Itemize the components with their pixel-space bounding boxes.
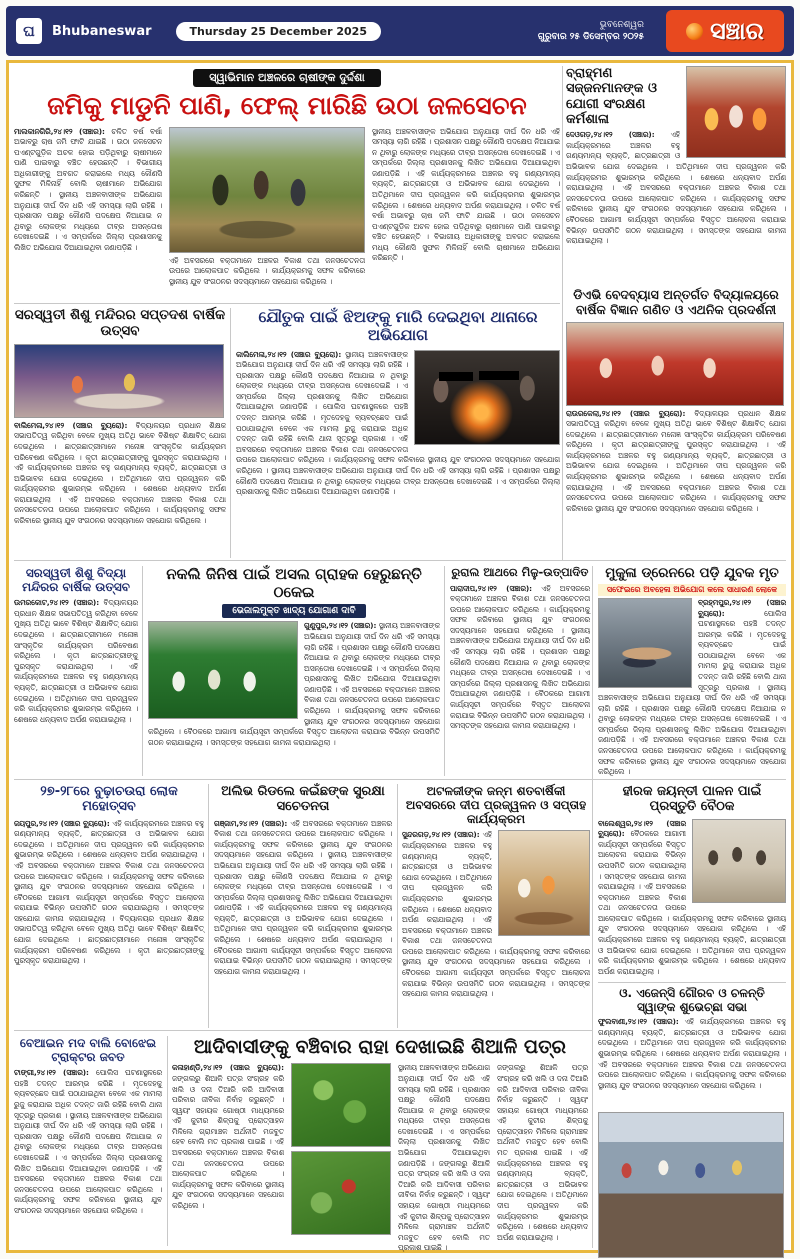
atal-headline: ଅଟଳଜୀଙ୍କ ଜନ୍ମ ଶତବାର୍ଷିକୀ ଅବସରରେ ଦୀପ ପ୍ରଜ୍ୱଳନ ଓ ସପ୍ତାହ କାର୍ଯ୍ୟକ୍ରମ — [405, 784, 587, 827]
dateline: ବାଲିମେଳା,୨୪।୧୨ (ସଞ୍ଚାର ବ୍ୟୁରୋ): — [14, 420, 128, 430]
dateline: ଗଞ୍ଜାମ,୨୪।୧୨ (ସଞ୍ଚାର): — [214, 818, 288, 828]
article-sishu-annual — [14, 566, 138, 776]
article-turtle — [214, 784, 392, 1028]
article-siali — [172, 1036, 588, 1253]
workshop-photo — [686, 66, 786, 158]
drain-headline: ମୁକୁଳା ଡ୍ରେନରେ ପଡ଼ି ଯୁବକ ମୃତ — [605, 565, 779, 581]
article-tractor — [14, 1036, 162, 1248]
dateline: ଦେଓଗଡ଼,୨୪।୧୨ (ସଞ୍ଚାର): — [566, 130, 655, 140]
rural-headline: ରୁରାଲ ଆଥରେ ମିଳୁ-ଉତ୍ପାଦିତ — [451, 565, 589, 579]
dowry-body: କାଲିମେଳା,୨୪।୧୨ (ସଞ୍ଚାର ବ୍ୟୁରୋ): ସ୍ଥାନୀୟ ଅଞ୍ଚଳବାସୀଙ୍କ ଅଭିଯୋଗ ଅନୁଯାୟୀ ଦୀର୍ଘ ଦିନ ଧରି ଏହି ସମସ୍ୟା ଲାଗି ରହିଛି । ପ୍ରଶାସନ ପକ୍ଷରୁ କୌଣସି ପଦକ୍ଷେପ ନିଆଯାଇ ନ ଥିବାରୁ ଲୋକଙ୍କ ମଧ୍ୟରେ ତୀବ୍ର ଅସନ୍ତୋଷ ଦେଖାଦେଇଛି । ଏ ସମ୍ପର୍କରେ ଜିଲ୍ଲା ପ୍ରଶାସନକୁ ଲିଖିତ ଅଭିଯୋଗ ଦିଆଯାଇଥିବା ଜଣାପଡ଼ିଛି । ପୋଲିସ ଘଟଣାସ୍ଥଳରେ ପହଞ୍ଚି ତଦନ୍ତ ଆରମ୍ଭ କରିଛି । ମୃତଦେହକୁ ବ୍ୟବଚ୍ଛେଦ ପାଇଁ ପଠାଯାଇଥିବା ବେଳେ ଏକ ମାମଲା ରୁଜୁ କରାଯାଇ ଅଧିକ ତଦନ୍ତ ଜାରି ରହିଛି ବୋଲି ଥାନା ସୂତ୍ରରୁ ପ୍ରକାଶ । ଏହି ଅବସରରେ ବକ୍ତାମାନେ ଅଞ୍ଚଳର ବିକାଶ ତଥା ଜନସଚେତନତା ଉପରେ ଆଲୋକପାତ କରିଥିଲେ । କାର୍ଯ୍ୟକ୍ରମକୁ ସଫଳ କରିବାରେ ସ୍ଥାନୀୟ ଯୁବ ସଂଗଠନର ସଦସ୍ୟମାନେ ସହଯୋଗ କରିଥିଲେ । ସ୍ଥାନୀୟ ଅଞ୍ଚଳବାସୀଙ୍କ ଅଭିଯୋଗ ଅନୁଯାୟୀ ଦୀର୍ଘ ଦିନ ଧରି ଏହି ସମସ୍ୟା ଲାଗି ରହିଛି । ପ୍ରଶାସନ ପକ୍ଷରୁ କୌଣସି ପଦକ୍ଷେପ ନିଆଯାଇ ନ ଥିବାରୁ ଲୋକଙ୍କ ମଧ୍ୟରେ ତୀବ୍ର ଅସନ୍ତୋଷ ଦେଖାଦେଇଛି । ଏ ସମ୍ପର୍କରେ ଜିଲ୍ଲା ପ୍ରଶାସନକୁ ଲିଖିତ ଅଭିଯୋଗ ଦିଆଯାଇଥିବା ଜଣାପଡ଼ିଛି । — [236, 349, 560, 497]
dateline: ରାଉରକେଲା,୨୪।୧୨ (ସଞ୍ଚାର ବ୍ୟୁରୋ): — [566, 408, 686, 418]
masthead-odia-date — [538, 19, 644, 43]
fake-goods-body: ଗୁଣୁପୁର,୨୪।୧୨ (ସଞ୍ଚାର): ସ୍ଥାନୀୟ ଅଞ୍ଚଳବାସୀଙ୍କ ଅଭିଯୋଗ ଅନୁଯାୟୀ ଦୀର୍ଘ ଦିନ ଧରି ଏହି ସମସ୍ୟା ଲାଗି ରହିଛି । ପ୍ରଶାସନ ପକ୍ଷରୁ କୌଣସି ପଦକ୍ଷେପ ନିଆଯାଇ ନ ଥିବାରୁ ଲୋକଙ୍କ ମଧ୍ୟରେ ତୀବ୍ର ଅସନ୍ତୋଷ ଦେଖାଦେଇଛି । ଏ ସମ୍ପର୍କରେ ଜିଲ୍ଲା ପ୍ରଶାସନକୁ ଲିଖିତ ଅଭିଯୋଗ ଦିଆଯାଇଥିବା ଜଣାପଡ଼ିଛି । ଏହି ଅବସରରେ ବକ୍ତାମାନେ ଅଞ୍ଚଳର ବିକାଶ ତଥା ଜନସଚେତନତା ଉପରେ ଆଲୋକପାତ କରିଥିଲେ । କାର୍ଯ୍ୟକ୍ରମକୁ ସଫଳ କରିବାରେ ସ୍ଥାନୀୟ ଯୁବ ସଂଗଠନର ସଦସ୍ୟମାନେ ସହଯୋଗ କରିଥିଲେ । ବୈଠକରେ ଆଗାମୀ କାର୍ଯ୍ୟସୂଚୀ ସମ୍ପର୍କରେ ବିସ୍ତୃତ ଆଲୋଚନା କରାଯାଇ ବିଭିନ୍ନ ଉପସମିତି ଗଠନ କରାଯାଇଥିଲା । ସମସ୍ତଙ୍କ ସହଯୋଗ କାମନା କରାଯାଇଥିଲା । — [148, 621, 441, 747]
dateline: କଳାହାଣ୍ଡି,୨୪।୧୨ (ସଞ୍ଚାର ବ୍ୟୁରୋ): — [172, 1063, 284, 1073]
sishu-annual-headline: ସରସ୍ୱତୀ ଶିଶୁ ବିଦ୍ୟା ମନ୍ଦିରର ବାର୍ଷିକ ଉତ୍ସବ — [22, 566, 130, 595]
siali-body-col3: ଜଙ୍ଗଲରୁ ଶିଆଳି ପତ୍ର ସଂଗ୍ରହ କରି ଖଲି ଓ ଦନା ତିଆରି କରି ଆଦିବାସୀ ପରିବାର ଜୀବିକା ନିର୍ବାହ କରୁଛନ୍ତି । ସ୍ୱୟଂ ସହାୟକ ଗୋଷ୍ଠୀ ମାଧ୍ୟମରେ ଏହି କୁଟୀର ଶିଳ୍ପକୁ ପ୍ରୋତ୍ସାହନ ମିଳିଲେ ଗ୍ରାମାଞ୍ଚଳ ଅର୍ଥନୀତି ମଜବୁତ ହେବ ବୋଲି ମତ ପ୍ରକାଶ ପାଇଛି । ଏହି କାର୍ଯ୍ୟକ୍ରମରେ ଅଞ୍ଚଳର ବହୁ ଗଣ୍ୟମାନ୍ୟ ବ୍ୟକ୍ତି, ଛାତ୍ରଛାତ୍ରୀ ଓ ଅଭିଭାବକ ଯୋଗ ଦେଇଥିଲେ । ଅତିଥିମାନେ ଦୀପ ପ୍ରଜ୍ୱଳନ କରି କାର୍ଯ୍ୟକ୍ରମର ଶୁଭାରମ୍ଭ କରିଥିଲେ । ଶେଷରେ ଧନ୍ୟବାଦ ଅର୍ପଣ କରାଯାଇଥିଲା । — [497, 1063, 588, 1242]
edition-letter-badge: ଘ — [16, 18, 42, 44]
edition-city: Bhubaneswar — [52, 23, 152, 39]
turtle-body: ଗଞ୍ଜାମ,୨୪।୧୨ (ସଞ୍ଚାର): ଏହି ଅବସରରେ ବକ୍ତାମାନେ ଅଞ୍ଚଳର ବିକାଶ ତଥା ଜନସଚେତନତା ଉପରେ ଆଲୋକପାତ କରିଥିଲେ । କାର୍ଯ୍ୟକ୍ରମକୁ ସଫଳ କରିବାରେ ସ୍ଥାନୀୟ ଯୁବ ସଂଗଠନର ସଦସ୍ୟମାନେ ସହଯୋଗ କରିଥିଲେ । ସ୍ଥାନୀୟ ଅଞ୍ଚଳବାସୀଙ୍କ ଅଭିଯୋଗ ଅନୁଯାୟୀ ଦୀର୍ଘ ଦିନ ଧରି ଏହି ସମସ୍ୟା ଲାଗି ରହିଛି । ପ୍ରଶାସନ ପକ୍ଷରୁ କୌଣସି ପଦକ୍ଷେପ ନିଆଯାଇ ନ ଥିବାରୁ ଲୋକଙ୍କ ମଧ୍ୟରେ ତୀବ୍ର ଅସନ୍ତୋଷ ଦେଖାଦେଇଛି । ଏ ସମ୍ପର୍କରେ ଜିଲ୍ଲା ପ୍ରଶାସନକୁ ଲିଖିତ ଅଭିଯୋଗ ଦିଆଯାଇଥିବା ଜଣାପଡ଼ିଛି । ଏହି କାର୍ଯ୍ୟକ୍ରମରେ ଅଞ୍ଚଳର ବହୁ ଗଣ୍ୟମାନ୍ୟ ବ୍ୟକ୍ତି, ଛାତ୍ରଛାତ୍ରୀ ଓ ଅଭିଭାବକ ଯୋଗ ଦେଇଥିଲେ । ଅତିଥିମାନେ ଦୀପ ପ୍ରଜ୍ୱଳନ କରି କାର୍ଯ୍ୟକ୍ରମର ଶୁଭାରମ୍ଭ କରିଥିଲେ । ଶେଷରେ ଧନ୍ୟବାଦ ଅର୍ପଣ କରାଯାଇଥିଲା । ବୈଠକରେ ଆଗାମୀ କାର୍ଯ୍ୟସୂଚୀ ସମ୍ପର୍କରେ ବିସ୍ତୃତ ଆଲୋଚନା କରାଯାଇ ବିଭିନ୍ନ ଉପସମିତି ଗଠନ କରାଯାଇଥିଲା । ସମସ୍ତଙ୍କ ସହଯୋଗ କାମନା କରାଯାଇଥିଲା । — [214, 818, 393, 976]
dateline: ଟାଙ୍ଗୀ,୨୪।୧୨ (ସଞ୍ଚାର): — [14, 1068, 89, 1078]
hirak-meeting-photo — [692, 819, 786, 903]
date-odia: ଗୁରୁବାର ୨୫ ଡିସେମ୍ବର ୨୦୨୫ — [537, 32, 644, 42]
divider-h3 — [14, 779, 786, 780]
workshop-body: ଦେଓଗଡ଼,୨୪।୧୨ (ସଞ୍ଚାର): ଏହି କାର୍ଯ୍ୟକ୍ରମରେ ଅଞ୍ଚଳର ବହୁ ଗଣ୍ୟମାନ୍ୟ ବ୍ୟକ୍ତି, ଛାତ୍ରଛାତ୍ରୀ ଓ ଅଭିଭାବକ ଯୋଗ ଦେଇଥିଲେ । ଅତିଥିମାନେ ଦୀପ ପ୍ରଜ୍ୱଳନ କରି କାର୍ଯ୍ୟକ୍ରମର ଶୁଭାରମ୍ଭ କରିଥିଲେ । ଶେଷରେ ଧନ୍ୟବାଦ ଅର୍ପଣ କରାଯାଇଥିଲା । ଏହି ଅବସରରେ ବକ୍ତାମାନେ ଅଞ୍ଚଳର ବିକାଶ ତଥା ଜନସଚେତନତା ଉପରେ ଆଲୋକପାତ କରିଥିଲେ । କାର୍ଯ୍ୟକ୍ରମକୁ ସଫଳ କରିବାରେ ସ୍ଥାନୀୟ ଯୁବ ସଂଗଠନର ସଦସ୍ୟମାନେ ସହଯୋଗ କରିଥିଲେ । ବୈଠକରେ ଆଗାମୀ କାର୍ଯ୍ୟସୂଚୀ ସମ୍ପର୍କରେ ବିସ୍ତୃତ ଆଲୋଚନା କରାଯାଇ ବିଭିନ୍ନ ଉପସମିତି ଗଠନ କରାଯାଇଥିଲା । ସମସ୍ତଙ୍କ ସହଯୋଗ କାମନା କରାଯାଇଥିଲା । — [566, 130, 786, 246]
logo-text: ସଞ୍ଚାର — [710, 17, 764, 45]
divider-h1 — [14, 303, 560, 304]
dateline: ମାଲକାନଗିରି,୨୪।୧୨ (ସଞ୍ଚାର): — [14, 126, 105, 136]
article-hirak — [598, 784, 786, 980]
dateline: କାଲିମେଳା,୨୪।୧୨ (ସଞ୍ଚାର ବ୍ୟୁରୋ): — [236, 349, 342, 359]
article-lead — [14, 66, 560, 302]
divider-v8 — [167, 1036, 168, 1246]
article-felicitation — [598, 986, 786, 1248]
lead-farmers-photo — [169, 127, 365, 253]
sishu17-stage-photo — [14, 344, 224, 418]
lead-body-col3: ସ୍ଥାନୀୟ ଅଞ୍ଚଳବାସୀଙ୍କ ଅଭିଯୋଗ ଅନୁଯାୟୀ ଦୀର୍ଘ ଦିନ ଧରି ଏହି ସମସ୍ୟା ଲାଗି ରହିଛି । ପ୍ରଶାସନ ପକ୍ଷରୁ କୌଣସି ପଦକ୍ଷେପ ନିଆଯାଇ ନ ଥିବାରୁ ଲୋକଙ୍କ ମଧ୍ୟରେ ତୀବ୍ର ଅସନ୍ତୋଷ ଦେଖାଦେଇଛି । ଏ ସମ୍ପର୍କରେ ଜିଲ୍ଲା ପ୍ରଶାସନକୁ ଲିଖିତ ଅଭିଯୋଗ ଦିଆଯାଇଥିବା ଜଣାପଡ଼ିଛି । ଏହି କାର୍ଯ୍ୟକ୍ରମରେ ଅଞ୍ଚଳର ବହୁ ଗଣ୍ୟମାନ୍ୟ ବ୍ୟକ୍ତି, ଛାତ୍ରଛାତ୍ରୀ ଓ ଅଭିଭାବକ ଯୋଗ ଦେଇଥିଲେ । ଅତିଥିମାନେ ଦୀପ ପ୍ରଜ୍ୱଳନ କରି କାର୍ଯ୍ୟକ୍ରମର ଶୁଭାରମ୍ଭ କରିଥିଲେ । ଶେଷରେ ଧନ୍ୟବାଦ ଅର୍ପଣ କରାଯାଇଥିଲା । ଚଳିତ ବର୍ଷ ବର୍ଷା ଅଭାବରୁ ଚାଷ ଜମି ଫାଟି ଯାଇଛି । ଉଠା ଜଳସେଚନ ପଏଣ୍ଟଗୁଡ଼ିକ ଅଚଳ ହୋଇ ପଡ଼ିଥିବାରୁ ଚାଷୀମାନେ ପାଣି ପାଇବାରୁ ବଞ୍ଚିତ ହେଉଛନ୍ତି । ବିଭାଗୀୟ ଅଧିକାରୀଙ୍କୁ ଅବଗତ କରାଇଲେ ମଧ୍ୟ କୌଣସି ସୁଫଳ ମିଳିନାହିଁ ବୋଲି ଚାଷୀମାନେ ଅଭିଯୋଗ କରିଛନ୍ତି । — [372, 126, 561, 263]
siali-photo-stack — [291, 1063, 391, 1235]
lead-body-col1: ମାଲକାନଗିରି,୨୪।୧୨ (ସଞ୍ଚାର): ଚଳିତ ବର୍ଷ ବର୍ଷା ଅଭାବରୁ ଚାଷ ଜମି ଫାଟି ଯାଇଛି । ଉଠା ଜଳସେଚନ ପଏଣ୍ଟଗୁଡ଼ିକ ଅଚଳ ହୋଇ ପଡ଼ିଥିବାରୁ ଚାଷୀମାନେ ପାଣି ପାଇବାରୁ ବଞ୍ଚିତ ହେଉଛନ୍ତି । ବିଭାଗୀୟ ଅଧିକାରୀଙ୍କୁ ଅବଗତ କରାଇଲେ ମଧ୍ୟ କୌଣସି ସୁଫଳ ମିଳିନାହିଁ ବୋଲି ଚାଷୀମାନେ ଅଭିଯୋଗ କରିଛନ୍ତି । ସ୍ଥାନୀୟ ଅଞ୍ଚଳବାସୀଙ୍କ ଅଭିଯୋଗ ଅନୁଯାୟୀ ଦୀର୍ଘ ଦିନ ଧରି ଏହି ସମସ୍ୟା ଲାଗି ରହିଛି । ପ୍ରଶାସନ ପକ୍ଷରୁ କୌଣସି ପଦକ୍ଷେପ ନିଆଯାଇ ନ ଥିବାରୁ ଲୋକଙ୍କ ମଧ୍ୟରେ ତୀବ୍ର ଅସନ୍ତୋଷ ଦେଖାଦେଇଛି । ଏ ସମ୍ପର୍କରେ ଜିଲ୍ଲା ପ୍ରଶାସନକୁ ଲିଖିତ ଅଭିଯୋଗ ଦିଆଯାଇଥିବା ଜଣାପଡ଼ିଛି । — [14, 126, 162, 252]
dowry-headline: ଯୌତୁକ ପାଇଁ ଝିଅଙ୍କୁ ମାରି ଦେଇଥିବା ଥାନାରେ ଅଭିଯୋଗ — [258, 308, 538, 345]
drain-deck: ସଫେଇରେ ଅବହେଳା ଅଭିଯୋଗ କଲେ ସାଧାରଣ ଲୋକେ — [598, 584, 786, 596]
siali-body-col2: ସ୍ଥାନୀୟ ଅଞ୍ଚଳବାସୀଙ୍କ ଅଭିଯୋଗ ଅନୁଯାୟୀ ଦୀର୍ଘ ଦିନ ଧରି ଏହି ସମସ୍ୟା ଲାଗି ରହିଛି । ପ୍ରଶାସନ ପକ୍ଷରୁ କୌଣସି ପଦକ୍ଷେପ ନିଆଯାଇ ନ ଥିବାରୁ ଲୋକଙ୍କ ମଧ୍ୟରେ ତୀବ୍ର ଅସନ୍ତୋଷ ଦେଖାଦେଇଛି । ଏ ସମ୍ପର୍କରେ ଜିଲ୍ଲା ପ୍ରଶାସନକୁ ଲିଖିତ ଅଭିଯୋଗ ଦିଆଯାଇଥିବା ଜଣାପଡ଼ିଛି । ଜଙ୍ଗଲରୁ ଶିଆଳି ପତ୍ର ସଂଗ୍ରହ କରି ଖଲି ଓ ଦନା ତିଆରି କରି ଆଦିବାସୀ ପରିବାର ଜୀବିକା ନିର୍ବାହ କରୁଛନ୍ତି । ସ୍ୱୟଂ ସହାୟକ ଗୋଷ୍ଠୀ ମାଧ୍ୟମରେ ଏହି କୁଟୀର ଶିଳ୍ପକୁ ପ୍ରୋତ୍ସାହନ ମିଳିଲେ ଗ୍ରାମାଞ୍ଚଳ ଅର୍ଥନୀତି ମଜବୁତ ହେବ ବୋଲି ମତ ପ୍ରକାଶ ପାଇଛି । — [398, 1063, 490, 1253]
mahotsav-headline: ୨୭-୨୮ରେ ବୁଢ଼ାଚଉରା ଲୋକ ମହୋତ୍ସବ — [40, 784, 178, 815]
dateline: ଫୁଲବାଣୀ,୨୪।୧୨ (ସଞ୍ଚାର): — [598, 1017, 679, 1027]
divider-v6 — [208, 784, 209, 1028]
tractor-headline: ବେଆଇନ ମଦ ବାଲି ବୋଝେଇ ଟ୍ରାକ୍ଟର ଜବତ — [19, 1036, 157, 1065]
lead-body-col2: ଏହି ଅବସରରେ ବକ୍ତାମାନେ ଅଞ୍ଚଳର ବିକାଶ ତଥା ଜନସଚେତନତା ଉପରେ ଆଲୋକପାତ କରିଥିଲେ । କାର୍ଯ୍ୟକ୍ରମକୁ ସଫଳ କରିବାରେ ସ୍ଥାନୀୟ ଯୁବ ସଂଗଠନର ସଦସ୍ୟମାନେ ସହଯୋଗ କରିଥିଲେ । — [169, 255, 365, 286]
article-sishu17 — [14, 308, 226, 558]
dateline: ବ୍ରହ୍ମପୁର,୨୪।୧୨ (ସଞ୍ଚାର ବ୍ୟୁରୋ): — [698, 597, 786, 618]
divider-v3 — [142, 566, 143, 776]
article-rural — [450, 566, 590, 776]
date-english: Thursday 25 December 2025 — [176, 22, 381, 41]
divider-v2 — [230, 308, 231, 558]
masthead — [6, 6, 794, 56]
atal-event-photo — [498, 830, 590, 936]
dateline: ପାରାଦୀପ,୨୪।୧୨ (ସଞ୍ଚାର): — [450, 583, 533, 593]
article-atal — [402, 784, 590, 1028]
drain-body: ବ୍ରହ୍ମପୁର,୨୪।୧୨ (ସଞ୍ଚାର ବ୍ୟୁରୋ): ପୋଲିସ ଘଟଣାସ୍ଥଳରେ ପହଞ୍ଚି ତଦନ୍ତ ଆରମ୍ଭ କରିଛି । ମୃତଦେହକୁ ବ୍ୟବଚ୍ଛେଦ ପାଇଁ ପଠାଯାଇଥିବା ବେଳେ ଏକ ମାମଲା ରୁଜୁ କରାଯାଇ ଅଧିକ ତଦନ୍ତ ଜାରି ରହିଛି ବୋଲି ଥାନା ସୂତ୍ରରୁ ପ୍ରକାଶ । ସ୍ଥାନୀୟ ଅଞ୍ଚଳବାସୀଙ୍କ ଅଭିଯୋଗ ଅନୁଯାୟୀ ଦୀର୍ଘ ଦିନ ଧରି ଏହି ସମସ୍ୟା ଲାଗି ରହିଛି । ପ୍ରଶାସନ ପକ୍ଷରୁ କୌଣସି ପଦକ୍ଷେପ ନିଆଯାଇ ନ ଥିବାରୁ ଲୋକଙ୍କ ମଧ୍ୟରେ ତୀବ୍ର ଅସନ୍ତୋଷ ଦେଖାଦେଇଛି । ଏ ସମ୍ପର୍କରେ ଜିଲ୍ଲା ପ୍ରଶାସନକୁ ଲିଖିତ ଅଭିଯୋଗ ଦିଆଯାଇଥିବା ଜଣାପଡ଼ିଛି । ଏହି ଅବସରରେ ବକ୍ତାମାନେ ଅଞ୍ଚଳର ବିକାଶ ତଥା ଜନସଚେତନତା ଉପରେ ଆଲୋକପାତ କରିଥିଲେ । କାର୍ଯ୍ୟକ୍ରମକୁ ସଫଳ କରିବାରେ ସ୍ଥାନୀୟ ଯୁବ ସଂଗଠନର ସଦସ୍ୟମାନେ ସହଯୋଗ କରିଥିଲେ । — [598, 597, 786, 777]
article-mahotsav — [14, 784, 204, 1028]
felicitation-body: ଫୁଲବାଣୀ,୨୪।୧୨ (ସଞ୍ଚାର): ଏହି କାର୍ଯ୍ୟକ୍ରମରେ ଅଞ୍ଚଳର ବହୁ ଗଣ୍ୟମାନ୍ୟ ବ୍ୟକ୍ତି, ଛାତ୍ରଛାତ୍ରୀ ଓ ଅଭିଭାବକ ଯୋଗ ଦେଇଥିଲେ । ଅତିଥିମାନେ ଦୀପ ପ୍ରଜ୍ୱଳନ କରି କାର୍ଯ୍ୟକ୍ରମର ଶୁଭାରମ୍ଭ କରିଥିଲେ । ଶେଷରେ ଧନ୍ୟବାଦ ଅର୍ପଣ କରାଯାଇଥିଲା । ଏହି ଅବସରରେ ବକ୍ତାମାନେ ଅଞ୍ଚଳର ବିକାଶ ତଥା ଜନସଚେତନତା ଉପରେ ଆଲୋକପାତ କରିଥିଲେ । କାର୍ଯ୍ୟକ୍ରମକୁ ସଫଳ କରିବାରେ ସ୍ଥାନୀୟ ଯୁବ ସଂଗଠନର ସଦସ୍ୟମାନେ ସହଯୋଗ କରିଥିଲେ । — [598, 1017, 786, 1090]
divider-h4 — [14, 1030, 592, 1031]
divider-v4 — [444, 566, 445, 776]
logo-emblem-icon — [686, 23, 703, 40]
divider-h2 — [14, 560, 786, 561]
turtle-headline: ଅଲିଭ ରିଡଲେ କଇଁଛଙ୍କ ସୁରକ୍ଷା ସଚେତନତା — [221, 784, 385, 815]
sishu17-body: ବାଲିମେଳା,୨୪।୧୨ (ସଞ୍ଚାର ବ୍ୟୁରୋ): ବିଦ୍ୟାଳୟର ପ୍ରଧାନ ଶିକ୍ଷକ ସଭାପତିତ୍ୱ କରିଥିବା ବେଳେ ମୁଖ୍ୟ ଅତିଥି ଭାବେ ବିଶିଷ୍ଟ ଶିକ୍ଷାବିତ୍ ଯୋଗ ଦେଇଥିଲେ । ଛାତ୍ରଛାତ୍ରୀମାନେ ମନୋଜ୍ଞ ସାଂସ୍କୃତିକ କାର୍ଯ୍ୟକ୍ରମ ପରିବେଷଣ କରିଥିଲେ । କୃତୀ ଛାତ୍ରଛାତ୍ରୀଙ୍କୁ ପୁରସ୍କୃତ କରାଯାଇଥିଲା । ଏହି କାର୍ଯ୍ୟକ୍ରମରେ ଅଞ୍ଚଳର ବହୁ ଗଣ୍ୟମାନ୍ୟ ବ୍ୟକ୍ତି, ଛାତ୍ରଛାତ୍ରୀ ଓ ଅଭିଭାବକ ଯୋଗ ଦେଇଥିଲେ । ଅତିଥିମାନେ ଦୀପ ପ୍ରଜ୍ୱଳନ କରି କାର୍ଯ୍ୟକ୍ରମର ଶୁଭାରମ୍ଭ କରିଥିଲେ । ଶେଷରେ ଧନ୍ୟବାଦ ଅର୍ପଣ କରାଯାଇଥିଲା । ଏହି ଅବସରରେ ବକ୍ତାମାନେ ଅଞ୍ଚଳର ବିକାଶ ତଥା ଜନସଚେତନତା ଉପରେ ଆଲୋକପାତ କରିଥିଲେ । କାର୍ଯ୍ୟକ୍ରମକୁ ସଫଳ କରିବାରେ ସ୍ଥାନୀୟ ଯୁବ ସଂଗଠନର ସଦସ୍ୟମାନେ ସହଯୋଗ କରିଥିଲେ । — [14, 420, 226, 526]
dateline: ଉମରକୋଟ,୨୪।୧୨ (ସଞ୍ଚାର): — [14, 598, 100, 608]
sishu17-headline: ସରସ୍ୱତୀ ଶିଶୁ ମନ୍ଦିରର ସପ୍ତଦଶ ବାର୍ଷିକ ଉତ୍ସବ — [14, 307, 226, 339]
article-dowry — [236, 308, 560, 558]
tractor-body: ଟାଙ୍ଗୀ,୨୪।୧୨ (ସଞ୍ଚାର): ପୋଲିସ ଘଟଣାସ୍ଥଳରେ ପହଞ୍ଚି ତଦନ୍ତ ଆରମ୍ଭ କରିଛି । ମୃତଦେହକୁ ବ୍ୟବଚ୍ଛେଦ ପାଇଁ ପଠାଯାଇଥିବା ବେଳେ ଏକ ମାମଲା ରୁଜୁ କରାଯାଇ ଅଧିକ ତଦନ୍ତ ଜାରି ରହିଛି ବୋଲି ଥାନା ସୂତ୍ରରୁ ପ୍ରକାଶ । ସ୍ଥାନୀୟ ଅଞ୍ଚଳବାସୀଙ୍କ ଅଭିଯୋଗ ଅନୁଯାୟୀ ଦୀର୍ଘ ଦିନ ଧରି ଏହି ସମସ୍ୟା ଲାଗି ରହିଛି । ପ୍ରଶାସନ ପକ୍ଷରୁ କୌଣସି ପଦକ୍ଷେପ ନିଆଯାଇ ନ ଥିବାରୁ ଲୋକଙ୍କ ମଧ୍ୟରେ ତୀବ୍ର ଅସନ୍ତୋଷ ଦେଖାଦେଇଛି । ଏ ସମ୍ପର୍କରେ ଜିଲ୍ଲା ପ୍ରଶାସନକୁ ଲିଖିତ ଅଭିଯୋଗ ଦିଆଯାଇଥିବା ଜଣାପଡ଼ିଛି । ଏହି ଅବସରରେ ବକ୍ତାମାନେ ଅଞ୍ଚଳର ବିକାଶ ତଥା ଜନସଚେତନତା ଉପରେ ଆଲୋକପାତ କରିଥିଲେ । କାର୍ଯ୍ୟକ୍ରମକୁ ସଫଳ କରିବାରେ ସ୍ଥାନୀୟ ଯୁବ ସଂଗଠନର ସଦସ୍ୟମାନେ ସହଯୋଗ କରିଥିଲେ । — [14, 1068, 162, 1215]
hirak-body: ବାଲେଶ୍ୱର,୨୪।୧୨ (ସଞ୍ଚାର ବ୍ୟୁରୋ): ବୈଠକରେ ଆଗାମୀ କାର୍ଯ୍ୟସୂଚୀ ସମ୍ପର୍କରେ ବିସ୍ତୃତ ଆଲୋଚନା କରାଯାଇ ବିଭିନ୍ନ ଉପସମିତି ଗଠନ କରାଯାଇଥିଲା । ସମସ୍ତଙ୍କ ସହଯୋଗ କାମନା କରାଯାଇଥିଲା । ଏହି ଅବସରରେ ବକ୍ତାମାନେ ଅଞ୍ଚଳର ବିକାଶ ତଥା ଜନସଚେତନତା ଉପରେ ଆଲୋକପାତ କରିଥିଲେ । କାର୍ଯ୍ୟକ୍ରମକୁ ସଫଳ କରିବାରେ ସ୍ଥାନୀୟ ଯୁବ ସଂଗଠନର ସଦସ୍ୟମାନେ ସହଯୋଗ କରିଥିଲେ । ଏହି କାର୍ଯ୍ୟକ୍ରମରେ ଅଞ୍ଚଳର ବହୁ ଗଣ୍ୟମାନ୍ୟ ବ୍ୟକ୍ତି, ଛାତ୍ରଛାତ୍ରୀ ଓ ଅଭିଭାବକ ଯୋଗ ଦେଇଥିଲେ । ଅତିଥିମାନେ ଦୀପ ପ୍ରଜ୍ୱଳନ କରି କାର୍ଯ୍ୟକ୍ରମର ଶୁଭାରମ୍ଭ କରିଥିଲେ । ଶେଷରେ ଧନ୍ୟବାଦ ଅର୍ପଣ କରାଯାଇଥିଲା । — [598, 818, 786, 976]
divider-v7 — [397, 784, 398, 1028]
siali-leaf-photo-2 — [291, 1151, 391, 1235]
felicitation-headline: ଓ. ଏଜେନ୍ସି ଗୌରବ ଓ ଚଳନ୍ତି ସ୍ୱାଙ୍କ ଶୁଭେଚ୍ଛା ସଭା — [619, 986, 765, 1015]
workshop-headline: ବ୍ରାହ୍ମଣ ସଜ୍ଜନମାନଙ୍କ ଓ ଯୋଗୀ ସଂରକ୍ଷଣ କର୍ମଶାଳା — [566, 66, 657, 127]
divider-h5 — [598, 982, 786, 983]
fake-goods-deck: ଭେଜାଲମୁକ୍ତ ଖାଦ୍ୟ ଯୋଗାଣ ଦାବି — [222, 604, 365, 618]
article-fake-goods — [148, 566, 440, 776]
divider-v1 — [562, 66, 563, 560]
hirak-headline: ହୀରକ ଜୟନ୍ତୀ ପାଳନ ପାଇଁ ପ୍ରସ୍ତୁତି ବୈଠକ — [622, 784, 762, 815]
article-workshop — [566, 66, 786, 284]
article-drain — [598, 566, 786, 776]
lead-headline: ଜମିକୁ ମାଡୁନି ପାଣି, ଫେଲ୍ ମାରିଛି ଉଠା ଜଳସେଚନ — [47, 91, 527, 120]
dateline: ସୁନ୍ଦରଗଡ଼,୨୪।୧୨ (ସଞ୍ଚାର): — [402, 830, 480, 840]
dateline: ଜୟପୁର,୨୪।୧୨ (ସଞ୍ଚାର ବ୍ୟୁରୋ): — [14, 818, 110, 828]
dav-exhibition-photo — [566, 322, 784, 406]
article-dav — [566, 288, 786, 558]
dav-headline: ଡିଏଭି ବେଦବ୍ୟାସ ଅନ୍ତର୍ଗତ ବିଦ୍ୟାଳୟରେ ବାର୍ଷିକ ବିଜ୍ଞାନ ଗଣିତ ଓ ଏଥନିକ ପ୍ରଦର୍ଶନୀ — [573, 287, 779, 317]
lead-kicker: ସ୍ୱାଭିମାନ ଅଞ୍ଚଳରେ ଚାଷୀଙ୍କ ଦୁର୍ଦ୍ଦଶା — [193, 69, 380, 87]
drain-victim-photo — [598, 598, 692, 688]
dateline: ବାଲେଶ୍ୱର,୨୪।୧୨ (ସଞ୍ଚାର ବ୍ୟୁରୋ): — [598, 818, 686, 839]
city-odia: ଭୁବନେଶ୍ୱର — [599, 19, 644, 30]
dowry-night-photo — [414, 350, 560, 445]
siali-leaf-photo-1 — [291, 1063, 391, 1147]
rural-body: ପାରାଦୀପ,୨୪।୧୨ (ସଞ୍ଚାର): ଏହି ଅବସରରେ ବକ୍ତାମାନେ ଅଞ୍ଚଳର ବିକାଶ ତଥା ଜନସଚେତନତା ଉପରେ ଆଲୋକପାତ କରିଥିଲେ । କାର୍ଯ୍ୟକ୍ରମକୁ ସଫଳ କରିବାରେ ସ୍ଥାନୀୟ ଯୁବ ସଂଗଠନର ସଦସ୍ୟମାନେ ସହଯୋଗ କରିଥିଲେ । ସ୍ଥାନୀୟ ଅଞ୍ଚଳବାସୀଙ୍କ ଅଭିଯୋଗ ଅନୁଯାୟୀ ଦୀର୍ଘ ଦିନ ଧରି ଏହି ସମସ୍ୟା ଲାଗି ରହିଛି । ପ୍ରଶାସନ ପକ୍ଷରୁ କୌଣସି ପଦକ୍ଷେପ ନିଆଯାଇ ନ ଥିବାରୁ ଲୋକଙ୍କ ମଧ୍ୟରେ ତୀବ୍ର ଅସନ୍ତୋଷ ଦେଖାଦେଇଛି । ଏ ସମ୍ପର୍କରେ ଜିଲ୍ଲା ପ୍ରଶାସନକୁ ଲିଖିତ ଅଭିଯୋଗ ଦିଆଯାଇଥିବା ଜଣାପଡ଼ିଛି । ବୈଠକରେ ଆଗାମୀ କାର୍ଯ୍ୟସୂଚୀ ସମ୍ପର୍କରେ ବିସ୍ତୃତ ଆଲୋଚନା କରାଯାଇ ବିଭିନ୍ନ ଉପସମିତି ଗଠନ କରାଯାଇଥିଲା । ସମସ୍ତଙ୍କ ସହଯୋଗ କାମନା କରାଯାଇଥିଲା । — [450, 583, 591, 731]
fake-goods-headline: ନକଲି ଜିନିଷ ପାଇଁ ଅସଲ ଗ୍ରାହକ ହେରୁଛନ୍ତି ଠକେଇ — [166, 565, 422, 601]
mahotsav-body: ଜୟପୁର,୨୪।୧୨ (ସଞ୍ଚାର ବ୍ୟୁରୋ): ଏହି କାର୍ଯ୍ୟକ୍ରମରେ ଅଞ୍ଚଳର ବହୁ ଗଣ୍ୟମାନ୍ୟ ବ୍ୟକ୍ତି, ଛାତ୍ରଛାତ୍ରୀ ଓ ଅଭିଭାବକ ଯୋଗ ଦେଇଥିଲେ । ଅତିଥିମାନେ ଦୀପ ପ୍ରଜ୍ୱଳନ କରି କାର୍ଯ୍ୟକ୍ରମର ଶୁଭାରମ୍ଭ କରିଥିଲେ । ଶେଷରେ ଧନ୍ୟବାଦ ଅର୍ପଣ କରାଯାଇଥିଲା । ଏହି ଅବସରରେ ବକ୍ତାମାନେ ଅଞ୍ଚଳର ବିକାଶ ତଥା ଜନସଚେତନତା ଉପରେ ଆଲୋକପାତ କରିଥିଲେ । କାର୍ଯ୍ୟକ୍ରମକୁ ସଫଳ କରିବାରେ ସ୍ଥାନୀୟ ଯୁବ ସଂଗଠନର ସଦସ୍ୟମାନେ ସହଯୋଗ କରିଥିଲେ । ବୈଠକରେ ଆଗାମୀ କାର୍ଯ୍ୟସୂଚୀ ସମ୍ପର୍କରେ ବିସ୍ତୃତ ଆଲୋଚନା କରାଯାଇ ବିଭିନ୍ନ ଉପସମିତି ଗଠନ କରାଯାଇଥିଲା । ସମସ୍ତଙ୍କ ସହଯୋଗ କାମନା କରାଯାଇଥିଲା । ବିଦ୍ୟାଳୟର ପ୍ରଧାନ ଶିକ୍ଷକ ସଭାପତିତ୍ୱ କରିଥିବା ବେଳେ ମୁଖ୍ୟ ଅତିଥି ଭାବେ ବିଶିଷ୍ଟ ଶିକ୍ଷାବିତ୍ ଯୋଗ ଦେଇଥିଲେ । ଛାତ୍ରଛାତ୍ରୀମାନେ ମନୋଜ୍ଞ ସାଂସ୍କୃତିକ କାର୍ଯ୍ୟକ୍ରମ ପରିବେଷଣ କରିଥିଲେ । କୃତୀ ଛାତ୍ରଛାତ୍ରୀଙ୍କୁ ପୁରସ୍କୃତ କରାଯାଇଥିଲା । — [14, 818, 204, 966]
dateline: ଗୁଣୁପୁର,୨୪।୧୨ (ସଞ୍ଚାର): — [304, 621, 377, 631]
atal-body: ସୁନ୍ଦରଗଡ଼,୨୪।୧୨ (ସଞ୍ଚାର): ଏହି କାର୍ଯ୍ୟକ୍ରମରେ ଅଞ୍ଚଳର ବହୁ ଗଣ୍ୟମାନ୍ୟ ବ୍ୟକ୍ତି, ଛାତ୍ରଛାତ୍ରୀ ଓ ଅଭିଭାବକ ଯୋଗ ଦେଇଥିଲେ । ଅତିଥିମାନେ ଦୀପ ପ୍ରଜ୍ୱଳନ କରି କାର୍ଯ୍ୟକ୍ରମର ଶୁଭାରମ୍ଭ କରିଥିଲେ । ଶେଷରେ ଧନ୍ୟବାଦ ଅର୍ପଣ କରାଯାଇଥିଲା । ଏହି ଅବସରରେ ବକ୍ତାମାନେ ଅଞ୍ଚଳର ବିକାଶ ତଥା ଜନସଚେତନତା ଉପରେ ଆଲୋକପାତ କରିଥିଲେ । କାର୍ଯ୍ୟକ୍ରମକୁ ସଫଳ କରିବାରେ ସ୍ଥାନୀୟ ଯୁବ ସଂଗଠନର ସଦସ୍ୟମାନେ ସହଯୋଗ କରିଥିଲେ । ବୈଠକରେ ଆଗାମୀ କାର୍ଯ୍ୟସୂଚୀ ସମ୍ପର୍କରେ ବିସ୍ତୃତ ଆଲୋଚନା କରାଯାଇ ବିଭିନ୍ନ ଉପସମିତି ଗଠନ କରାଯାଇଥିଲା । ସମସ୍ତଙ୍କ ସହଯୋଗ କାମନା କରାଯାଇଥିଲା । — [402, 830, 590, 999]
siali-body-col1: କଳାହାଣ୍ଡି,୨୪।୧୨ (ସଞ୍ଚାର ବ୍ୟୁରୋ): ଜଙ୍ଗଲରୁ ଶିଆଳି ପତ୍ର ସଂଗ୍ରହ କରି ଖଲି ଓ ଦନା ତିଆରି କରି ଆଦିବାସୀ ପରିବାର ଜୀବିକା ନିର୍ବାହ କରୁଛନ୍ତି । ସ୍ୱୟଂ ସହାୟକ ଗୋଷ୍ଠୀ ମାଧ୍ୟମରେ ଏହି କୁଟୀର ଶିଳ୍ପକୁ ପ୍ରୋତ୍ସାହନ ମିଳିଲେ ଗ୍ରାମାଞ୍ଚଳ ଅର୍ଥନୀତି ମଜବୁତ ହେବ ବୋଲି ମତ ପ୍ରକାଶ ପାଇଛି । ଏହି ଅବସରରେ ବକ୍ତାମାନେ ଅଞ୍ଚଳର ବିକାଶ ତଥା ଜନସଚେତନତା ଉପରେ ଆଲୋକପାତ କରିଥିଲେ । କାର୍ଯ୍ୟକ୍ରମକୁ ସଫଳ କରିବାରେ ସ୍ଥାନୀୟ ଯୁବ ସଂଗଠନର ସଦସ୍ୟମାନେ ସହଯୋଗ କରିଥିଲେ । — [172, 1063, 284, 1210]
fake-goods-banner-photo — [148, 621, 298, 719]
newspaper-logo — [666, 10, 784, 52]
dav-body: ରାଉରକେଲା,୨୪।୧୨ (ସଞ୍ଚାର ବ୍ୟୁରୋ): ବିଦ୍ୟାଳୟର ପ୍ରଧାନ ଶିକ୍ଷକ ସଭାପତିତ୍ୱ କରିଥିବା ବେଳେ ମୁଖ୍ୟ ଅତିଥି ଭାବେ ବିଶିଷ୍ଟ ଶିକ୍ଷାବିତ୍ ଯୋଗ ଦେଇଥିଲେ । ଛାତ୍ରଛାତ୍ରୀମାନେ ମନୋଜ୍ଞ ସାଂସ୍କୃତିକ କାର୍ଯ୍ୟକ୍ରମ ପରିବେଷଣ କରିଥିଲେ । କୃତୀ ଛାତ୍ରଛାତ୍ରୀଙ୍କୁ ପୁରସ୍କୃତ କରାଯାଇଥିଲା । ଏହି କାର୍ଯ୍ୟକ୍ରମରେ ଅଞ୍ଚଳର ବହୁ ଗଣ୍ୟମାନ୍ୟ ବ୍ୟକ୍ତି, ଛାତ୍ରଛାତ୍ରୀ ଓ ଅଭିଭାବକ ଯୋଗ ଦେଇଥିଲେ । ଅତିଥିମାନେ ଦୀପ ପ୍ରଜ୍ୱଳନ କରି କାର୍ଯ୍ୟକ୍ରମର ଶୁଭାରମ୍ଭ କରିଥିଲେ । ଶେଷରେ ଧନ୍ୟବାଦ ଅର୍ପଣ କରାଯାଇଥିଲା । ଏହି ଅବସରରେ ବକ୍ତାମାନେ ଅଞ୍ଚଳର ବିକାଶ ତଥା ଜନସଚେତନତା ଉପରେ ଆଲୋକପାତ କରିଥିଲେ । କାର୍ଯ୍ୟକ୍ରମକୁ ସଫଳ କରିବାରେ ସ୍ଥାନୀୟ ଯୁବ ସଂଗଠନର ସଦସ୍ୟମାନେ ସହଯୋଗ କରିଥିଲେ । — [566, 408, 786, 513]
siali-headline: ଆଦିବାସୀଙ୍କୁ ବଞ୍ଚିବାର ରାହା ଦେଖାଇଛି ଶିଆଳି ପତ୍ର — [193, 1036, 567, 1058]
felicitation-group-photo — [598, 1112, 784, 1258]
sishu-annual-body: ଉମରକୋଟ,୨୪।୧୨ (ସଞ୍ଚାର): ବିଦ୍ୟାଳୟର ପ୍ରଧାନ ଶିକ୍ଷକ ସଭାପତିତ୍ୱ କରିଥିବା ବେଳେ ମୁଖ୍ୟ ଅତିଥି ଭାବେ ବିଶିଷ୍ଟ ଶିକ୍ଷାବିତ୍ ଯୋଗ ଦେଇଥିଲେ । ଛାତ୍ରଛାତ୍ରୀମାନେ ମନୋଜ୍ଞ ସାଂସ୍କୃତିକ କାର୍ଯ୍ୟକ୍ରମ ପରିବେଷଣ କରିଥିଲେ । କୃତୀ ଛାତ୍ରଛାତ୍ରୀଙ୍କୁ ପୁରସ୍କୃତ କରାଯାଇଥିଲା । ଏହି କାର୍ଯ୍ୟକ୍ରମରେ ଅଞ୍ଚଳର ବହୁ ଗଣ୍ୟମାନ୍ୟ ବ୍ୟକ୍ତି, ଛାତ୍ରଛାତ୍ରୀ ଓ ଅଭିଭାବକ ଯୋଗ ଦେଇଥିଲେ । ଅତିଥିମାନେ ଦୀପ ପ୍ରଜ୍ୱଳନ କରି କାର୍ଯ୍ୟକ୍ରମର ଶୁଭାରମ୍ଭ କରିଥିଲେ । ଶେଷରେ ଧନ୍ୟବାଦ ଅର୍ପଣ କରାଯାଇଥିଲା । — [14, 598, 138, 724]
divider-v5 — [592, 566, 593, 1248]
